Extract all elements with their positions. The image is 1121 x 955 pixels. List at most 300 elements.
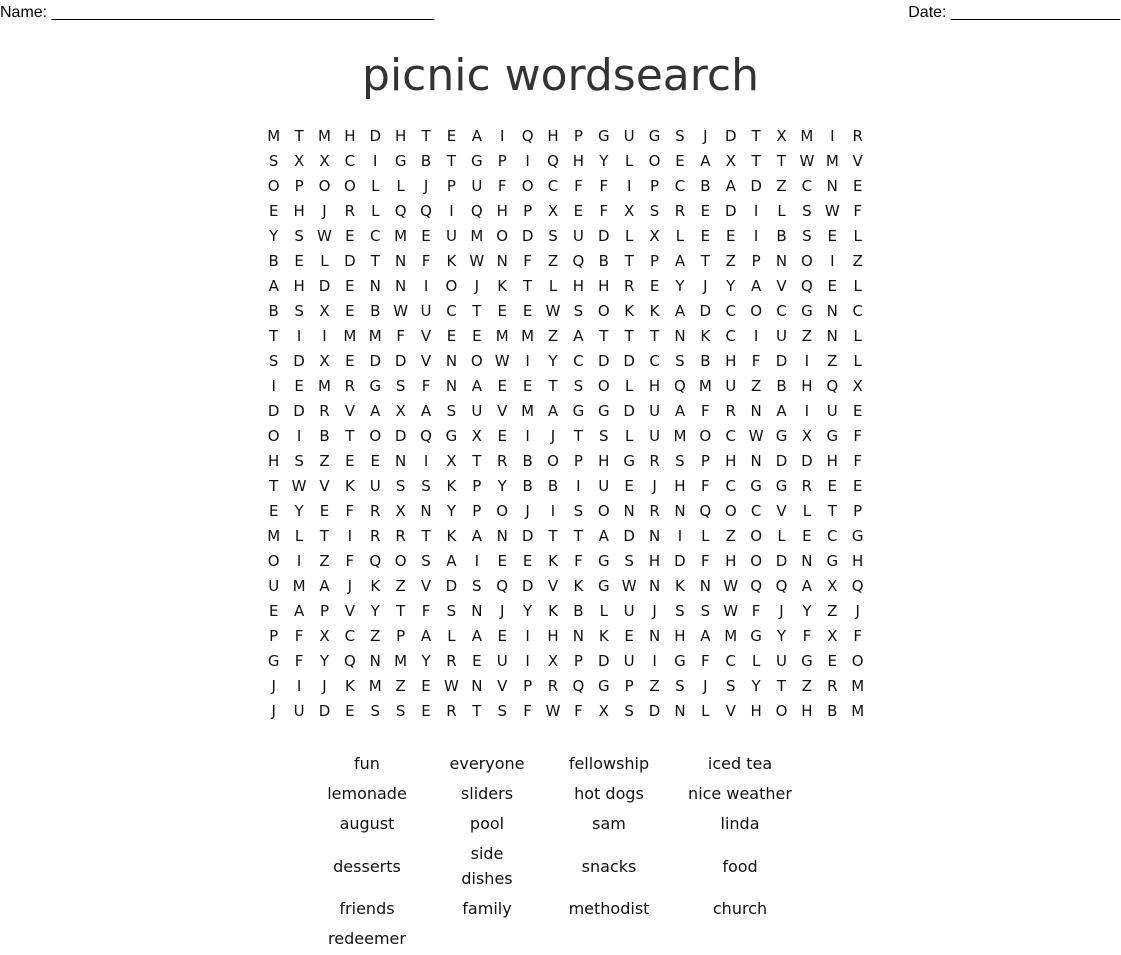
grid-letter[interactable]: V xyxy=(420,577,432,595)
grid-letter[interactable]: N xyxy=(395,277,407,295)
grid-letter[interactable]: N xyxy=(775,252,788,270)
grid-letter[interactable]: F xyxy=(701,652,710,670)
grid-letter[interactable]: L xyxy=(371,202,380,220)
grid-letter[interactable]: O xyxy=(369,427,382,445)
grid-letter[interactable]: F xyxy=(396,327,405,345)
grid-letter[interactable]: B xyxy=(700,352,711,370)
grid-letter[interactable]: S xyxy=(675,677,685,695)
grid-letter[interactable]: D xyxy=(597,227,610,245)
grid-letter[interactable]: K xyxy=(649,302,660,320)
grid-letter[interactable]: H xyxy=(547,127,559,145)
grid-letter[interactable]: P xyxy=(269,627,279,645)
grid-letter[interactable]: J xyxy=(525,502,530,520)
grid-letter[interactable]: E xyxy=(497,552,507,570)
grid-letter[interactable]: I xyxy=(322,327,327,345)
grid-letter[interactable]: E xyxy=(827,227,838,245)
grid-letter[interactable]: P xyxy=(523,202,533,220)
grid-letter[interactable]: D xyxy=(724,127,737,145)
grid-letter[interactable]: E xyxy=(294,377,304,395)
grid-letter[interactable]: O xyxy=(267,177,280,195)
grid-letter[interactable]: K xyxy=(675,577,685,595)
grid-letter[interactable]: N xyxy=(750,402,762,420)
grid-letter[interactable]: U xyxy=(623,602,635,620)
grid-letter[interactable]: C xyxy=(801,177,813,195)
grid-letter[interactable]: H xyxy=(344,127,356,145)
grid-letter[interactable]: F xyxy=(701,477,710,495)
grid-letter[interactable]: K xyxy=(446,252,457,270)
grid-letter[interactable]: A xyxy=(293,602,305,620)
grid-letter[interactable]: H xyxy=(725,452,737,470)
grid-letter[interactable]: D xyxy=(521,577,534,595)
grid-letter[interactable]: A xyxy=(674,302,686,320)
grid-letter[interactable]: S xyxy=(573,502,584,520)
grid-letter[interactable]: V xyxy=(344,602,355,620)
grid-letter[interactable]: X xyxy=(471,427,482,445)
grid-letter[interactable]: I xyxy=(373,152,378,170)
grid-letter[interactable]: T xyxy=(294,127,304,145)
grid-letter[interactable]: V xyxy=(497,677,508,695)
grid-letter[interactable]: E xyxy=(852,477,863,495)
grid-letter[interactable]: O xyxy=(750,527,763,545)
grid-letter[interactable]: R xyxy=(801,477,813,495)
grid-letter[interactable]: E xyxy=(421,677,431,695)
grid-letter[interactable]: J xyxy=(423,177,429,195)
grid-letter[interactable]: U xyxy=(496,652,508,670)
grid-letter[interactable]: U xyxy=(572,227,584,245)
grid-letter[interactable]: D xyxy=(597,652,610,670)
grid-letter[interactable]: N xyxy=(826,302,838,320)
grid-letter[interactable]: O xyxy=(267,552,280,570)
grid-letter[interactable]: I xyxy=(499,127,505,145)
grid-letter[interactable]: W xyxy=(723,577,739,595)
grid-letter[interactable]: D xyxy=(445,577,458,595)
grid-letter[interactable]: L xyxy=(777,202,786,220)
grid-letter[interactable]: L xyxy=(599,602,608,620)
grid-letter[interactable]: S xyxy=(624,702,634,720)
grid-letter[interactable]: A xyxy=(547,402,559,420)
grid-letter[interactable]: G xyxy=(674,652,686,670)
grid-letter[interactable]: F xyxy=(345,502,355,520)
grid-letter[interactable]: Z xyxy=(395,577,406,595)
grid-letter[interactable]: E xyxy=(345,302,355,320)
grid-letter[interactable]: J xyxy=(703,677,708,695)
grid-letter[interactable]: F xyxy=(497,177,507,195)
grid-letter[interactable]: N xyxy=(623,502,635,520)
grid-letter[interactable]: X xyxy=(319,152,330,170)
grid-letter[interactable]: X xyxy=(801,427,813,445)
grid-letter[interactable]: H xyxy=(395,127,407,145)
grid-letter[interactable]: F xyxy=(802,627,812,645)
grid-letter[interactable]: I xyxy=(423,277,429,295)
grid-letter[interactable]: Q xyxy=(521,127,534,145)
grid-letter[interactable]: Q xyxy=(699,502,712,520)
grid-letter[interactable]: L xyxy=(624,377,634,395)
grid-letter[interactable]: Y xyxy=(421,652,431,670)
grid-letter[interactable]: S xyxy=(573,377,584,395)
date-field[interactable]: Date: ___________________ xyxy=(908,4,1120,21)
grid-letter[interactable]: D xyxy=(369,127,382,145)
grid-letter[interactable]: T xyxy=(472,702,482,720)
grid-letter[interactable]: I xyxy=(296,427,302,445)
grid-letter[interactable]: U xyxy=(826,402,838,420)
grid-letter[interactable]: L xyxy=(371,177,380,195)
grid-letter[interactable]: M xyxy=(851,702,865,720)
grid-letter[interactable]: N xyxy=(648,527,661,545)
grid-letter[interactable]: T xyxy=(624,252,634,270)
grid-letter[interactable]: R xyxy=(649,502,660,520)
grid-letter[interactable]: B xyxy=(547,477,559,495)
grid-letter[interactable]: A xyxy=(420,402,432,420)
grid-letter[interactable]: E xyxy=(497,627,507,645)
grid-letter[interactable]: X xyxy=(446,452,457,470)
grid-letter[interactable]: T xyxy=(700,252,710,270)
grid-letter[interactable]: G xyxy=(597,577,610,595)
grid-letter[interactable]: L xyxy=(624,227,634,245)
grid-letter[interactable]: K xyxy=(598,627,609,645)
grid-letter[interactable]: W xyxy=(748,427,764,445)
grid-letter[interactable]: S xyxy=(294,302,304,320)
grid-letter[interactable]: G xyxy=(775,427,788,445)
grid-letter[interactable]: Z xyxy=(852,252,863,270)
grid-letter[interactable]: D xyxy=(369,352,382,370)
grid-letter[interactable]: F xyxy=(574,702,583,720)
grid-letter[interactable]: C xyxy=(344,152,356,170)
grid-letter[interactable]: T xyxy=(446,152,457,170)
grid-letter[interactable]: E xyxy=(268,502,279,520)
grid-letter[interactable]: W xyxy=(545,702,561,720)
grid-letter[interactable]: N xyxy=(826,327,838,345)
grid-letter[interactable]: V xyxy=(776,277,787,295)
grid-letter[interactable]: C xyxy=(649,352,660,370)
grid-letter[interactable]: J xyxy=(322,677,327,695)
grid-letter[interactable]: H xyxy=(648,552,661,570)
grid-letter[interactable]: C xyxy=(446,302,457,320)
grid-letter[interactable]: Q xyxy=(851,577,864,595)
grid-letter[interactable]: F xyxy=(751,352,761,370)
grid-letter[interactable]: Z xyxy=(319,552,330,570)
grid-letter[interactable]: G xyxy=(445,427,458,445)
grid-letter[interactable]: W xyxy=(824,202,840,220)
grid-letter[interactable]: N xyxy=(471,677,483,695)
grid-letter[interactable]: J xyxy=(271,702,276,720)
grid-letter[interactable]: K xyxy=(573,577,584,595)
grid-letter[interactable]: R xyxy=(496,452,508,470)
grid-letter[interactable]: O xyxy=(547,452,559,470)
grid-letter[interactable]: M xyxy=(698,377,712,395)
grid-letter[interactable]: X xyxy=(547,202,559,220)
grid-letter[interactable]: Q xyxy=(420,427,432,445)
grid-letter[interactable]: M xyxy=(825,152,839,170)
grid-letter[interactable]: S xyxy=(548,227,558,245)
grid-letter[interactable]: X xyxy=(319,627,330,645)
grid-letter[interactable]: F xyxy=(345,552,355,570)
grid-letter[interactable]: H xyxy=(648,377,661,395)
grid-letter[interactable]: K xyxy=(446,477,457,495)
grid-letter[interactable]: M xyxy=(495,327,509,345)
grid-letter[interactable]: N xyxy=(445,352,458,370)
grid-letter[interactable]: V xyxy=(776,502,787,520)
grid-letter[interactable]: Y xyxy=(776,627,787,645)
grid-letter[interactable]: A xyxy=(725,177,736,195)
grid-letter[interactable]: D xyxy=(344,252,356,270)
grid-letter[interactable]: P xyxy=(573,127,583,145)
grid-letter[interactable]: X xyxy=(319,302,330,320)
grid-letter[interactable]: L xyxy=(675,227,685,245)
grid-letter[interactable]: E xyxy=(852,177,863,195)
grid-letter[interactable]: W xyxy=(621,577,637,595)
grid-letter[interactable]: G xyxy=(851,527,864,545)
grid-letter[interactable]: S xyxy=(802,202,812,220)
grid-letter[interactable]: A xyxy=(700,152,711,170)
grid-letter[interactable]: J xyxy=(499,602,505,620)
grid-letter[interactable]: W xyxy=(469,252,485,270)
grid-letter[interactable]: V xyxy=(547,577,559,595)
grid-letter[interactable]: L xyxy=(548,277,558,295)
grid-letter[interactable]: J xyxy=(703,277,708,295)
grid-letter[interactable]: N xyxy=(445,377,458,395)
grid-letter[interactable]: R xyxy=(370,502,381,520)
grid-letter[interactable]: T xyxy=(573,427,583,445)
grid-letter[interactable]: A xyxy=(471,127,482,145)
grid-letter[interactable]: Y xyxy=(548,352,558,370)
grid-letter[interactable]: N xyxy=(395,252,407,270)
grid-letter[interactable]: P xyxy=(751,252,761,270)
grid-letter[interactable]: R xyxy=(370,527,381,545)
grid-letter[interactable]: A xyxy=(674,252,686,270)
grid-letter[interactable]: I xyxy=(296,327,302,345)
grid-letter[interactable]: X xyxy=(395,502,406,520)
grid-letter[interactable]: F xyxy=(599,177,609,195)
grid-letter[interactable]: Y xyxy=(446,502,457,520)
grid-letter[interactable]: O xyxy=(775,702,788,720)
grid-letter[interactable]: G xyxy=(775,477,788,495)
grid-letter[interactable]: O xyxy=(496,227,509,245)
grid-letter[interactable]: Z xyxy=(547,327,559,345)
grid-letter[interactable]: V xyxy=(497,402,508,420)
grid-letter[interactable]: X xyxy=(827,577,838,595)
grid-letter[interactable]: I xyxy=(449,202,454,220)
grid-letter[interactable]: S xyxy=(294,227,304,245)
grid-letter[interactable]: C xyxy=(573,352,584,370)
grid-letter[interactable]: P xyxy=(472,502,482,520)
grid-letter[interactable]: F xyxy=(421,602,431,620)
grid-letter[interactable]: S xyxy=(395,702,406,720)
grid-letter[interactable]: Y xyxy=(523,602,533,620)
grid-letter[interactable]: L xyxy=(320,252,329,270)
grid-letter[interactable]: D xyxy=(623,402,635,420)
grid-letter[interactable]: B xyxy=(522,477,533,495)
grid-letter[interactable]: K xyxy=(370,577,381,595)
grid-letter[interactable]: J xyxy=(550,427,556,445)
grid-letter[interactable]: I xyxy=(626,177,632,195)
grid-letter[interactable]: S xyxy=(675,602,685,620)
grid-letter[interactable]: S xyxy=(370,702,381,720)
grid-letter[interactable]: S xyxy=(294,452,304,470)
grid-letter[interactable]: T xyxy=(548,527,558,545)
grid-letter[interactable]: N xyxy=(648,627,661,645)
grid-letter[interactable]: Q xyxy=(547,152,559,170)
grid-letter[interactable]: R xyxy=(725,402,736,420)
grid-letter[interactable]: E xyxy=(319,502,330,520)
grid-letter[interactable]: N xyxy=(496,527,508,545)
grid-letter[interactable]: G xyxy=(648,127,661,145)
grid-letter[interactable]: K xyxy=(344,477,355,495)
grid-letter[interactable]: G xyxy=(369,377,382,395)
grid-letter[interactable]: H xyxy=(750,702,762,720)
grid-letter[interactable]: R xyxy=(649,452,660,470)
grid-letter[interactable]: Q xyxy=(750,577,763,595)
grid-letter[interactable]: R xyxy=(395,527,406,545)
grid-letter[interactable]: W xyxy=(393,302,409,320)
grid-letter[interactable]: J xyxy=(322,202,327,220)
grid-letter[interactable]: E xyxy=(725,227,736,245)
grid-letter[interactable]: L xyxy=(853,327,862,345)
grid-letter[interactable]: F xyxy=(853,427,862,445)
grid-letter[interactable]: O xyxy=(750,302,763,320)
grid-letter[interactable]: H xyxy=(801,702,813,720)
grid-letter[interactable]: E xyxy=(446,127,457,145)
grid-letter[interactable]: C xyxy=(776,302,787,320)
grid-letter[interactable]: S xyxy=(675,352,685,370)
grid-letter[interactable]: I xyxy=(753,202,759,220)
grid-letter[interactable]: V xyxy=(420,327,432,345)
grid-letter[interactable]: N xyxy=(369,277,381,295)
grid-letter[interactable]: U xyxy=(268,577,280,595)
grid-letter[interactable]: U xyxy=(471,177,483,195)
grid-letter[interactable]: V xyxy=(852,152,863,170)
grid-letter[interactable]: U xyxy=(471,402,483,420)
grid-letter[interactable]: W xyxy=(799,152,815,170)
grid-letter[interactable]: O xyxy=(750,552,763,570)
grid-letter[interactable]: Z xyxy=(801,327,813,345)
grid-letter[interactable]: F xyxy=(701,402,710,420)
grid-letter[interactable]: M xyxy=(800,127,814,145)
grid-letter[interactable]: W xyxy=(723,602,739,620)
grid-letter[interactable]: K xyxy=(497,277,508,295)
grid-letter[interactable]: X xyxy=(319,352,330,370)
grid-letter[interactable]: L xyxy=(853,352,862,370)
grid-letter[interactable]: D xyxy=(521,227,534,245)
grid-letter[interactable]: H xyxy=(725,552,737,570)
grid-letter[interactable]: T xyxy=(751,127,761,145)
grid-letter[interactable]: X xyxy=(776,127,787,145)
grid-letter[interactable]: O xyxy=(318,177,331,195)
grid-letter[interactable]: P xyxy=(396,627,406,645)
grid-letter[interactable]: E xyxy=(700,202,711,220)
grid-letter[interactable]: G xyxy=(826,427,839,445)
grid-letter[interactable]: E xyxy=(827,652,838,670)
grid-letter[interactable]: X xyxy=(395,402,406,420)
grid-letter[interactable]: S xyxy=(802,227,812,245)
grid-letter[interactable]: E xyxy=(827,477,838,495)
grid-letter[interactable]: C xyxy=(827,527,838,545)
grid-letter[interactable]: D xyxy=(293,352,305,370)
grid-letter[interactable]: O xyxy=(445,277,458,295)
grid-letter[interactable]: V xyxy=(319,477,330,495)
grid-letter[interactable]: R xyxy=(446,652,457,670)
grid-letter[interactable]: D xyxy=(267,402,280,420)
grid-letter[interactable]: A xyxy=(420,627,432,645)
grid-letter[interactable]: E xyxy=(497,377,507,395)
grid-letter[interactable]: T xyxy=(421,127,431,145)
grid-letter[interactable]: H xyxy=(572,152,585,170)
grid-letter[interactable]: E xyxy=(421,227,431,245)
grid-letter[interactable]: N xyxy=(699,577,711,595)
grid-letter[interactable]: O xyxy=(267,427,280,445)
grid-letter[interactable]: S xyxy=(395,377,406,395)
grid-letter[interactable]: M xyxy=(521,402,535,420)
grid-letter[interactable]: U xyxy=(420,302,432,320)
grid-letter[interactable]: P xyxy=(472,477,482,495)
grid-letter[interactable]: H xyxy=(674,627,686,645)
grid-letter[interactable]: I xyxy=(525,652,530,670)
grid-letter[interactable]: I xyxy=(525,427,530,445)
grid-letter[interactable]: A xyxy=(268,277,279,295)
grid-letter[interactable]: I xyxy=(753,227,759,245)
grid-letter[interactable]: F xyxy=(421,377,431,395)
grid-letter[interactable]: J xyxy=(474,277,480,295)
grid-letter[interactable]: M xyxy=(368,327,382,345)
grid-letter[interactable]: D xyxy=(623,527,635,545)
grid-letter[interactable]: E xyxy=(522,302,533,320)
grid-letter[interactable]: M xyxy=(318,127,331,145)
grid-letter[interactable]: X xyxy=(725,152,736,170)
grid-letter[interactable]: I xyxy=(804,352,810,370)
grid-letter[interactable]: D xyxy=(724,202,737,220)
grid-letter[interactable]: D xyxy=(623,352,635,370)
grid-letter[interactable]: U xyxy=(293,702,305,720)
grid-letter[interactable]: Z xyxy=(649,677,660,695)
grid-letter[interactable]: E xyxy=(370,452,380,470)
grid-letter[interactable]: I xyxy=(677,527,683,545)
grid-letter[interactable]: K xyxy=(548,552,558,570)
grid-letter[interactable]: B xyxy=(700,177,711,195)
grid-letter[interactable]: F xyxy=(294,652,304,670)
grid-letter[interactable]: Z xyxy=(801,677,813,695)
grid-letter[interactable]: T xyxy=(345,427,355,445)
grid-letter[interactable]: S xyxy=(446,602,457,620)
grid-letter[interactable]: A xyxy=(750,277,762,295)
grid-letter[interactable]: A xyxy=(700,627,711,645)
grid-letter[interactable]: G xyxy=(267,652,280,670)
grid-letter[interactable]: M xyxy=(292,577,306,595)
grid-letter[interactable]: N xyxy=(420,502,432,520)
grid-letter[interactable]: E xyxy=(294,252,304,270)
grid-letter[interactable]: H xyxy=(852,552,864,570)
grid-letter[interactable]: Y xyxy=(497,477,507,495)
grid-letter[interactable]: H xyxy=(293,202,305,220)
grid-letter[interactable]: I xyxy=(296,677,302,695)
grid-letter[interactable]: Z xyxy=(319,452,330,470)
grid-letter[interactable]: H xyxy=(496,202,508,220)
grid-letter[interactable]: O xyxy=(699,427,712,445)
grid-letter[interactable]: J xyxy=(652,602,657,620)
grid-letter[interactable]: D xyxy=(648,702,661,720)
grid-letter[interactable]: M xyxy=(724,627,738,645)
grid-letter[interactable]: Q xyxy=(775,577,788,595)
grid-letter[interactable]: X xyxy=(547,652,559,670)
grid-letter[interactable]: U xyxy=(776,652,787,670)
grid-letter[interactable]: D xyxy=(750,177,762,195)
grid-letter[interactable]: I xyxy=(271,377,276,395)
grid-letter[interactable]: J xyxy=(779,602,784,620)
grid-letter[interactable]: H xyxy=(572,277,585,295)
grid-letter[interactable]: U xyxy=(725,377,737,395)
grid-letter[interactable]: E xyxy=(497,427,507,445)
grid-letter[interactable]: M xyxy=(394,227,408,245)
grid-letter[interactable]: A xyxy=(446,552,457,570)
grid-letter[interactable]: G xyxy=(597,552,610,570)
